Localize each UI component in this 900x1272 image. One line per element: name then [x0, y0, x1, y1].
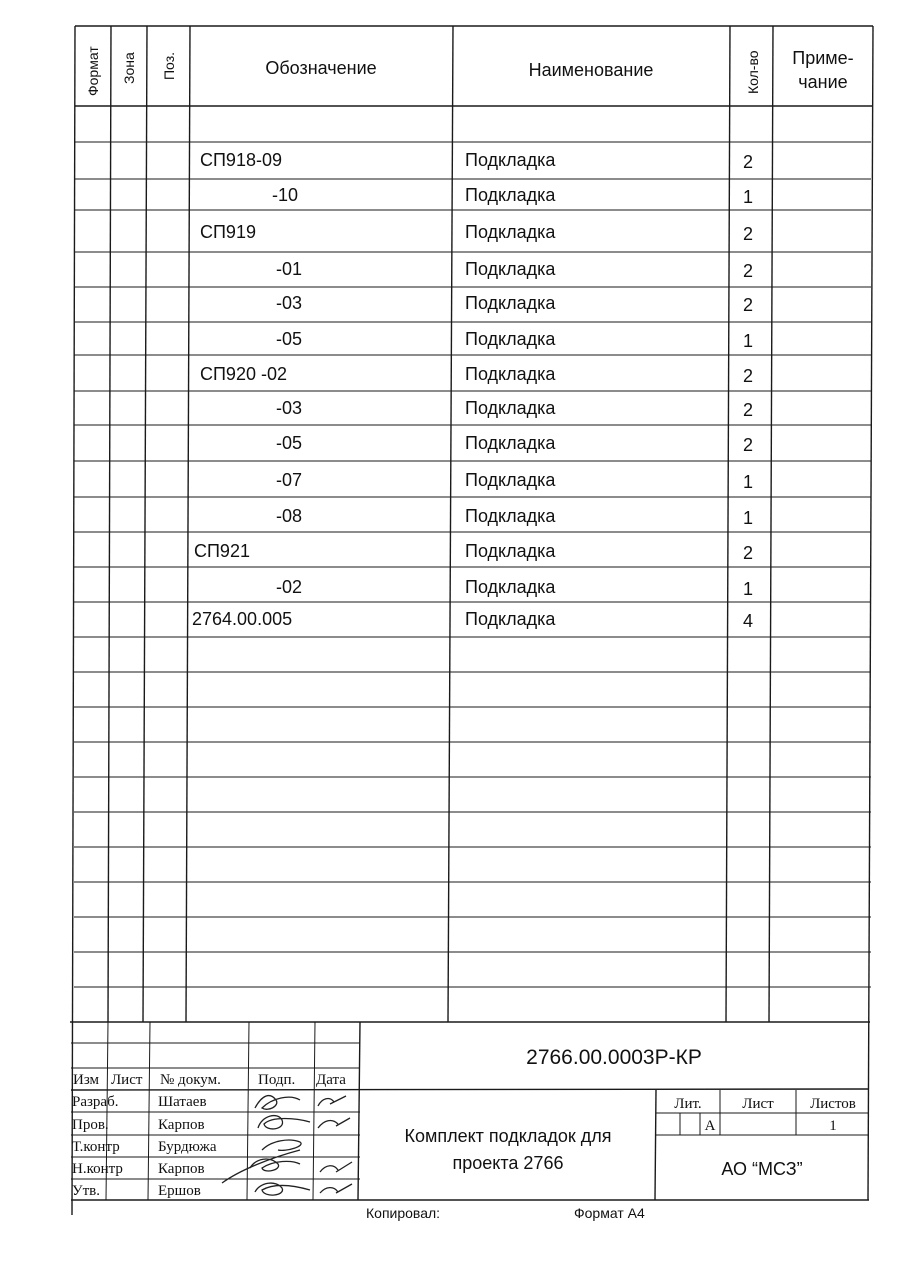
lit-value: А	[704, 1118, 716, 1134]
header-note-line2: чание	[798, 72, 848, 92]
row-name: Подкладка	[465, 470, 556, 490]
document-title-line2: проекта 2766	[452, 1153, 564, 1173]
organization: АО “МСЗ”	[721, 1159, 803, 1179]
col-signature: Подп.	[258, 1072, 296, 1088]
title-block	[71, 1022, 869, 1200]
row-quantity: 1	[742, 508, 754, 528]
row-quantity: 1	[742, 472, 754, 492]
header-qty: Кол-во	[745, 50, 761, 94]
row-name: Подкладка	[465, 398, 556, 418]
row-quantity: 1	[742, 579, 754, 599]
col-doc-number: № докум.	[160, 1072, 221, 1088]
row-quantity: 2	[742, 435, 754, 455]
row-quantity: 2	[742, 543, 754, 563]
row-quantity: 1	[742, 331, 754, 351]
row-designation: -05	[276, 329, 303, 349]
role-approver: Утв.	[72, 1183, 101, 1199]
footer-format: Формат А4	[574, 1205, 645, 1221]
row-designation: -05	[276, 433, 303, 453]
row-name: Подкладка	[465, 150, 556, 170]
row-quantity: 2	[742, 152, 754, 172]
person-developer: Шатаев	[158, 1094, 207, 1110]
document-code: 2766.00.0003Р-КР	[526, 1046, 702, 1069]
row-designation: -08	[276, 506, 303, 526]
person-norm-control: Карпов	[158, 1161, 205, 1177]
col-date: Дата	[316, 1072, 346, 1088]
row-name: Подкладка	[465, 259, 556, 279]
row-quantity: 2	[742, 261, 754, 281]
document-title-line1: Комплект подкладок для	[404, 1126, 612, 1146]
row-designation: -03	[276, 293, 303, 313]
col-izm: Изм	[73, 1072, 100, 1088]
footer-copied: Копировал:	[366, 1205, 441, 1221]
person-approver: Ершов	[158, 1183, 201, 1199]
row-name: Подкладка	[465, 293, 556, 313]
sheet-label: Лист	[742, 1096, 774, 1112]
row-name: Подкладка	[465, 329, 556, 349]
row-quantity: 4	[742, 611, 754, 631]
row-designation: -02	[276, 577, 303, 597]
row-designation: 2764.00.005	[192, 609, 293, 629]
row-designation: -03	[276, 398, 303, 418]
sheet-footer	[366, 1205, 645, 1221]
role-tech-control: Т.контр	[72, 1139, 120, 1155]
table-header	[85, 46, 854, 96]
header-note-line1: Приме-	[792, 48, 854, 68]
row-name: Подкладка	[465, 433, 556, 453]
row-designation: СП919	[200, 222, 256, 242]
row-name: Подкладка	[465, 185, 556, 205]
row-designation: СП921	[194, 541, 250, 561]
row-quantity: 1	[742, 187, 754, 207]
sheets-value: 1	[829, 1118, 837, 1134]
person-checker: Карпов	[158, 1117, 205, 1133]
header-format: Формат	[85, 46, 101, 96]
sheets-label: Листов	[810, 1096, 856, 1112]
row-name: Подкладка	[465, 222, 556, 242]
person-tech-control: Бурдюжа	[158, 1139, 217, 1155]
row-quantity: 2	[742, 295, 754, 315]
row-name: Подкладка	[465, 541, 556, 561]
header-designation: Обозначение	[265, 58, 377, 78]
row-name: Подкладка	[465, 506, 556, 526]
lit-label: Лит.	[674, 1096, 702, 1112]
row-designation: СП918-09	[200, 150, 282, 170]
role-checker: Пров.	[72, 1117, 109, 1133]
signatures	[222, 1096, 352, 1196]
row-quantity: 2	[742, 400, 754, 420]
row-designation: -01	[276, 259, 303, 279]
role-developer: Разраб.	[72, 1094, 119, 1110]
col-list: Лист	[111, 1072, 143, 1088]
row-quantity: 2	[742, 366, 754, 386]
row-name: Подкладка	[465, 364, 556, 384]
row-name: Подкладка	[465, 609, 556, 629]
header-name: Наименование	[528, 60, 654, 80]
row-designation: -10	[272, 185, 299, 205]
row-designation: -07	[276, 470, 303, 490]
header-pos: Поз.	[161, 52, 177, 80]
header-zone: Зона	[121, 52, 137, 84]
row-name: Подкладка	[465, 577, 556, 597]
row-quantity: 2	[742, 224, 754, 244]
role-norm-control: Н.контр	[72, 1161, 123, 1177]
row-designation: СП920 -02	[200, 364, 287, 384]
